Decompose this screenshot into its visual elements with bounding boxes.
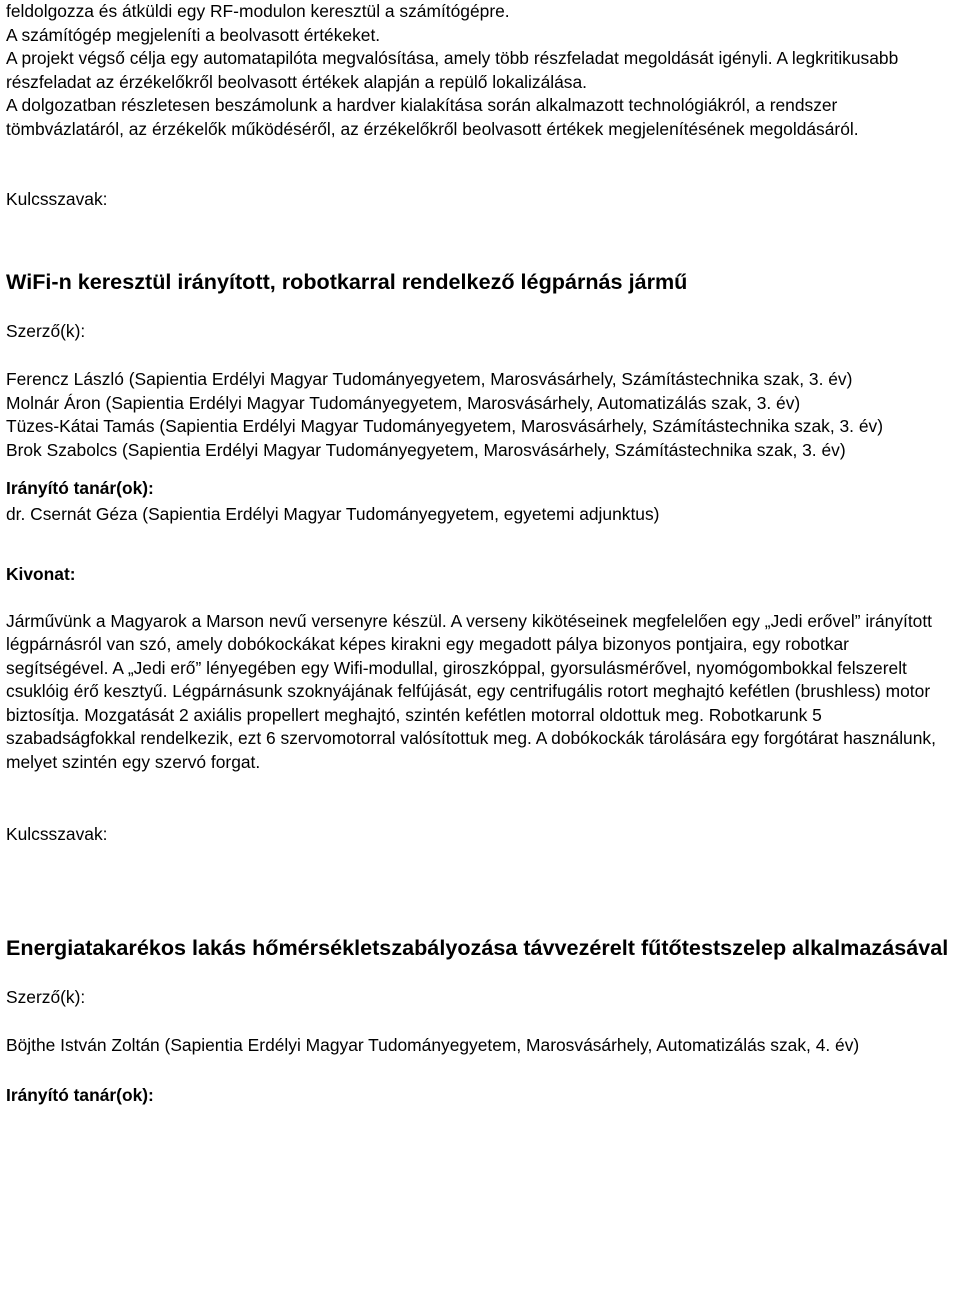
- project1-abstract-text: Járművünk a Magyarok a Marson nevű versenyre készül. A verseny kikötéseinek megfelelően egy „Jedi erővel” irányított légpárnásról van szó, amely dobókockákat képes kirakni egy megadott pálya bizonyos pontjaira, egy robotkar segítségével. A „Jedi erő” lényegében egy Wifi-modullal, giroszkóppal, gyorsulásmérővel, nyomógombokkal felszerelt csuklóig érő kesztyű. Légpárnásunk szoknyájának felfújását, egy centrifugális rotort meghajtó kefétlen (brushless) motor biztosítja. Mozgatását 2 axiális propellert meghajtó, szintén kefétlen motorral oldottuk meg. Robotkarunk 5 szabadságfokkal rendelkezik, ezt 6 szervomotorral valósítottuk meg. A dobókockák tárolására egy forgótárat használunk, melyet szintén egy szervó forgat.: [6, 610, 936, 772]
- project1-abstract: [6, 610, 954, 775]
- intro-line-1: feldolgozza és átküldi egy RF-modulon keresztül a számítógépre.: [6, 1, 510, 21]
- project1-keywords-label: Kulcsszavak:: [6, 824, 108, 844]
- intro-paragraph-2: A dolgozatban részletesen beszámolunk a hardver kialakítása során alkalmazott technológiákról, a rendszer tömbvázlatáról, az érzékelők működéséről, az érzékelőkről beolvasott értékek megjelenítésének megoldásáról.: [6, 95, 859, 139]
- intro-paragraph-1: A projekt végső célja egy automatapilóta megvalósítása, amely több részfeladat megoldását igényli. A legkritikusabb részfeladat az érzékelőkről beolvasott értékek alapján a repülő lokalizálása.: [6, 48, 899, 92]
- project1-author-4: Brok Szabolcs (Sapientia Erdélyi Magyar Tudományegyetem, Marosvásárhely, Számítástechnika szak, 3. év): [6, 439, 846, 460]
- project1-authors-label: Szerző(k):: [6, 321, 86, 341]
- project1-supervisor-1: dr. Csernát Géza (Sapientia Erdélyi Magyar Tudományegyetem, egyetemi adjunktus): [6, 504, 660, 524]
- project1-author-1: Ferencz László (Sapientia Erdélyi Magyar Tudományegyetem, Marosvásárhely, Számítástechnika szak, 3. év): [6, 369, 853, 389]
- project1-abstract-label: Kivonat:: [6, 563, 76, 584]
- project2-authors-list: [6, 1034, 954, 1058]
- intro-line-2: A számítógép megjeleníti a beolvasott értékeket.: [6, 24, 381, 45]
- project2-authors-label: Szerző(k):: [6, 987, 86, 1007]
- project1-supervisor-list: [6, 503, 954, 527]
- project1-authors-list: [6, 368, 954, 462]
- project1-supervisor-label: Irányító tanár(ok):: [6, 478, 154, 498]
- project1-author-2: Molnár Áron (Sapientia Erdélyi Magyar Tudományegyetem, Marosvásárhely, Automatizálás szak, 3. év): [6, 392, 801, 413]
- project2-author-1: Böjthe István Zoltán (Sapientia Erdélyi Magyar Tudományegyetem, Marosvásárhely, Automatizálás szak, 4. év): [6, 1035, 860, 1055]
- intro-abstract-continuation: [6, 0, 954, 141]
- intro-keywords-label: Kulcsszavak:: [6, 189, 108, 209]
- project2-title: Energiatakarékos lakás hőmérsékletszabályozása távvezérelt fűtőtestszelep alkalmazásával: [6, 935, 949, 960]
- project1-author-3: Tüzes-Kátai Tamás (Sapientia Erdélyi Magyar Tudományegyetem, Marosvásárhely, Számítástechnika szak, 3. év): [6, 416, 883, 436]
- project1-title: WiFi-n keresztül irányított, robotkarral rendelkező légpárnás jármű: [6, 269, 688, 294]
- project2-supervisor-label: Irányító tanár(ok):: [6, 1084, 154, 1105]
